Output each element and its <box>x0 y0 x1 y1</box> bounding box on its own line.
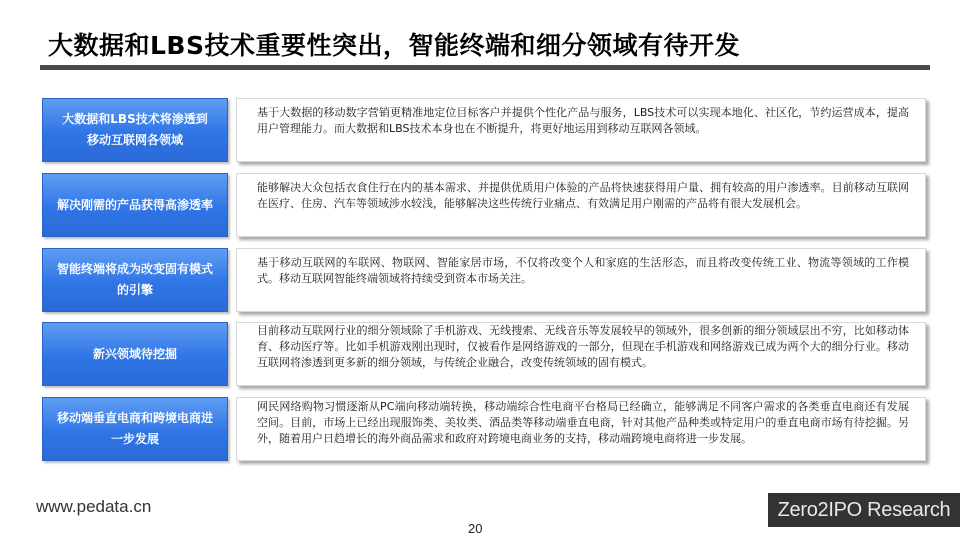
trend-row <box>40 397 930 463</box>
trend-description: 基于大数据的移动数字营销更精准地定位目标客户并提供个性化产品与服务，LBS技术可以实现本地化、社区化，节约运营成本，提高用户管理能力。而大数据和LBS技术本身也在不断提升，将更好地运用到移动互联网各领域。 <box>236 98 926 162</box>
trend-label: 大数据和LBS技术将渗透到移动互联网各领域 <box>42 98 228 162</box>
trend-label: 智能终端将成为改变固有模式的引擎 <box>42 248 228 312</box>
trend-description: 目前移动互联网行业的细分领域除了手机游戏、无线搜索、无线音乐等发展较早的领域外，很多创新的细分领域层出不穷，比如移动体育、移动医疗等。比如手机游戏刚出现时，仅被看作是网络游戏的一部分，但现在手机游戏和网络游戏已成为两个大的细分行业。移动互联网将渗透到更多新的细分领域，与传统企业融合，改变传统领域的固有模式。 <box>236 322 926 386</box>
trend-description: 网民网络购物习惯逐渐从PC端向移动端转换，移动端综合性电商平台格局已经确立，能够满足不同客户需求的各类垂直电商还有发展空间。目前，市场上已经出现服饰类、美妆类、酒品类等移动端垂直电商，针对其他产品种类或特定用户的垂直电商市场有待挖掘。另外，随着用户日趋增长的海外商品需求和政府对跨境电商业务的支持，移动端跨境电商将进一步发展。 <box>236 397 926 461</box>
page-number: 20 <box>468 521 483 536</box>
trend-label: 移动端垂直电商和跨境电商进一步发展 <box>42 397 228 461</box>
footer-website-link[interactable]: www.pedata.cn <box>36 497 152 516</box>
brand-logo: Zero2IPO Research <box>768 493 960 527</box>
trend-description: 能够解决大众包括衣食住行在内的基本需求、并提供优质用户体验的产品将快速获得用户量、拥有较高的用户渗透率。目前移动互联网在医疗、住房、汽车等领域涉水较浅，能够解决这些传统行业痛点、有效满足用户刚需的产品将有很大发展机会。 <box>236 173 926 237</box>
trend-row <box>40 98 930 164</box>
trend-description: 基于移动互联网的车联网、物联网、智能家居市场，不仅将改变个人和家庭的生活形态，而且将改变传统工业、物流等领域的工作模式。移动互联网智能终端领域将持续受到资本市场关注。 <box>236 248 926 312</box>
trend-row <box>40 173 930 239</box>
trend-row <box>40 322 930 388</box>
trend-label: 新兴领域待挖掘 <box>42 322 228 386</box>
title-divider <box>40 65 930 70</box>
trend-label: 解决刚需的产品获得高渗透率 <box>42 173 228 237</box>
trend-row <box>40 248 930 314</box>
page-title: 大数据和LBS技术重要性突出，智能终端和细分领域有待开发 <box>48 31 740 60</box>
